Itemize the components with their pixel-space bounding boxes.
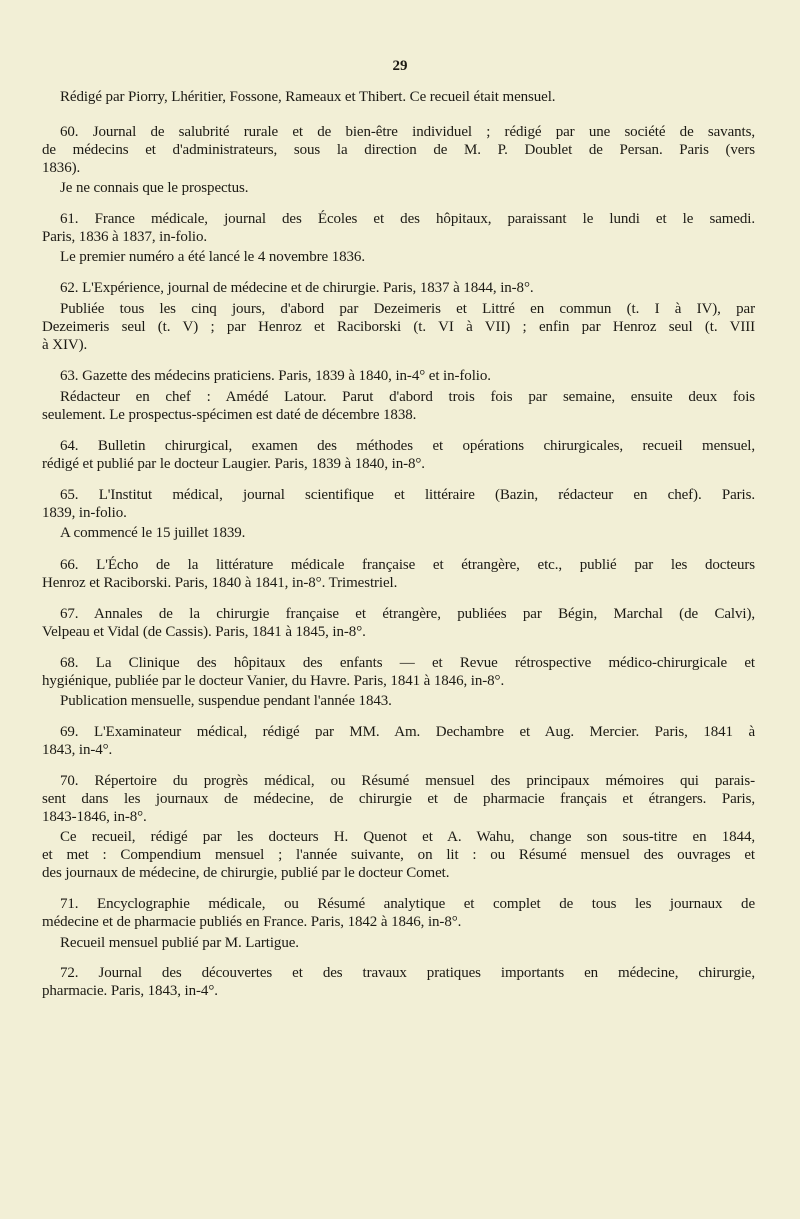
text-line: 71. Encyclographie médicale, ou Résumé analytique et complet de tous les journaux de: [60, 896, 755, 912]
text-line: Ce recueil, rédigé par les docteurs H. Quenot et A. Wahu, change son sous-titre en 1844,: [60, 829, 755, 845]
paragraph: [42, 88, 755, 106]
text-line: 66. L'Écho de la littérature médicale française et étrangère, etc., publié par les docteurs: [60, 557, 755, 573]
text-line: 62. L'Expérience, journal de médecine et de chirurgie. Paris, 1837 à 1844, in-8°.: [60, 280, 534, 296]
text-line: Paris, 1836 à 1837, in-folio.: [42, 229, 208, 245]
text-line: de médecins et d'administrateurs, sous la direction de M. P. Doublet de Persan. Paris (vers: [42, 142, 755, 158]
text-line: Publication mensuelle, suspendue pendant l'année 1843.: [60, 693, 392, 709]
text-line: Henroz et Raciborski. Paris, 1840 à 1841, in-8°. Trimestriel.: [42, 575, 398, 591]
text-line: pharmacie. Paris, 1843, in-4°.: [42, 983, 218, 999]
text-line: 60. Journal de salubrité rurale et de bien-être individuel ; rédigé par une société de savants,: [60, 124, 755, 140]
text-line: 1836).: [42, 160, 81, 176]
paragraph: [42, 772, 755, 826]
paragraph: [42, 437, 755, 473]
text-line: rédigé et publié par le docteur Laugier. Paris, 1839 à 1840, in-8°.: [42, 456, 425, 472]
paragraph: [42, 654, 755, 690]
text-line: 1843-1846, in-8°.: [42, 809, 147, 825]
paragraph: [42, 692, 755, 710]
paragraph: [42, 723, 755, 759]
paragraph: [42, 556, 755, 592]
paragraph: [42, 828, 755, 882]
text-line: 70. Répertoire du progrès médical, ou Résumé mensuel des principaux mémoires qui parais-: [60, 773, 755, 789]
text-line: Rédacteur en chef : Amédé Latour. Parut d'abord trois fois par semaine, ensuite deux fois: [60, 389, 755, 405]
text-line: sent dans les journaux de médecine, de chirurgie et de pharmacie français et étrangers. Paris,: [42, 791, 755, 807]
paragraph: [42, 179, 755, 197]
text-line: Je ne connais que le prospectus.: [60, 180, 249, 196]
text-line: Velpeau et Vidal (de Cassis). Paris, 1841 à 1845, in-8°.: [42, 624, 366, 640]
text-line: à XIV).: [42, 337, 88, 353]
text-line: 63. Gazette des médecins praticiens. Paris, 1839 à 1840, in-4° et in-folio.: [60, 368, 491, 384]
text-line: 67. Annales de la chirurgie française et étrangère, publiées par Bégin, Marchal (de Calvi),: [60, 606, 755, 622]
text-line: seulement. Le prospectus-spécimen est daté de décembre 1838.: [42, 407, 417, 423]
text-line: 61. France médicale, journal des Écoles et des hôpitaux, paraissant le lundi et le samedi.: [60, 211, 755, 227]
paragraph: [42, 210, 755, 246]
text-line: 65. L'Institut médical, journal scientifique et littéraire (Bazin, rédacteur en chef). Paris.: [60, 487, 755, 503]
text-line: et met : Compendium mensuel ; l'année suivante, on lit : ou Résumé mensuel des ouvrages et: [42, 847, 755, 863]
text-line: 1843, in-4°.: [42, 742, 113, 758]
paragraph: [42, 486, 755, 522]
paragraph: [42, 123, 755, 177]
paragraph: [42, 605, 755, 641]
text-line: Recueil mensuel publié par M. Lartigue.: [60, 935, 299, 951]
page-number: 29: [392, 58, 408, 74]
text-line: médecine et de pharmacie publiés en France. Paris, 1842 à 1846, in-8°.: [42, 914, 462, 930]
paragraph: [42, 248, 755, 266]
text-line: 1839, in-folio.: [42, 505, 127, 521]
paragraph: [42, 964, 755, 1000]
text-line: Dezeimeris seul (t. V) ; par Henroz et Raciborski (t. VI à VII) ; enfin par Henroz seul (t. VIII: [42, 319, 755, 335]
text-line: 69. L'Examinateur médical, rédigé par MM. Am. Dechambre et Aug. Mercier. Paris, 1841 à: [60, 724, 755, 740]
text-line: hygiénique, publiée par le docteur Vanier, du Havre. Paris, 1841 à 1846, in-8°.: [42, 673, 505, 689]
paragraph: [42, 934, 755, 952]
text-line: Publiée tous les cinq jours, d'abord par Dezeimeris et Littré en commun (t. I à IV), par: [60, 301, 755, 317]
paragraph: [42, 895, 755, 931]
paragraph: [42, 524, 755, 542]
paragraph: [42, 300, 755, 354]
text-line: 72. Journal des découvertes et des travaux pratiques importants en médecine, chirurgie,: [60, 965, 755, 981]
text-line: A commencé le 15 juillet 1839.: [60, 525, 246, 541]
text-line: 64. Bulletin chirurgical, examen des méthodes et opérations chirurgicales, recueil mensuel,: [60, 438, 755, 454]
text-line: 68. La Clinique des hôpitaux des enfants — et Revue rétrospective médico-chirurgicale et: [60, 655, 755, 671]
text-line: Le premier numéro a été lancé le 4 novembre 1836.: [60, 249, 365, 265]
paragraph: [42, 367, 755, 385]
text-line: Rédigé par Piorry, Lhéritier, Fossone, Rameaux et Thibert. Ce recueil était mensuel.: [60, 89, 556, 105]
paragraph: [42, 279, 755, 297]
paragraph: [42, 388, 755, 424]
text-line: des journaux de médecine, de chirurgie, publié par le docteur Comet.: [42, 865, 450, 881]
